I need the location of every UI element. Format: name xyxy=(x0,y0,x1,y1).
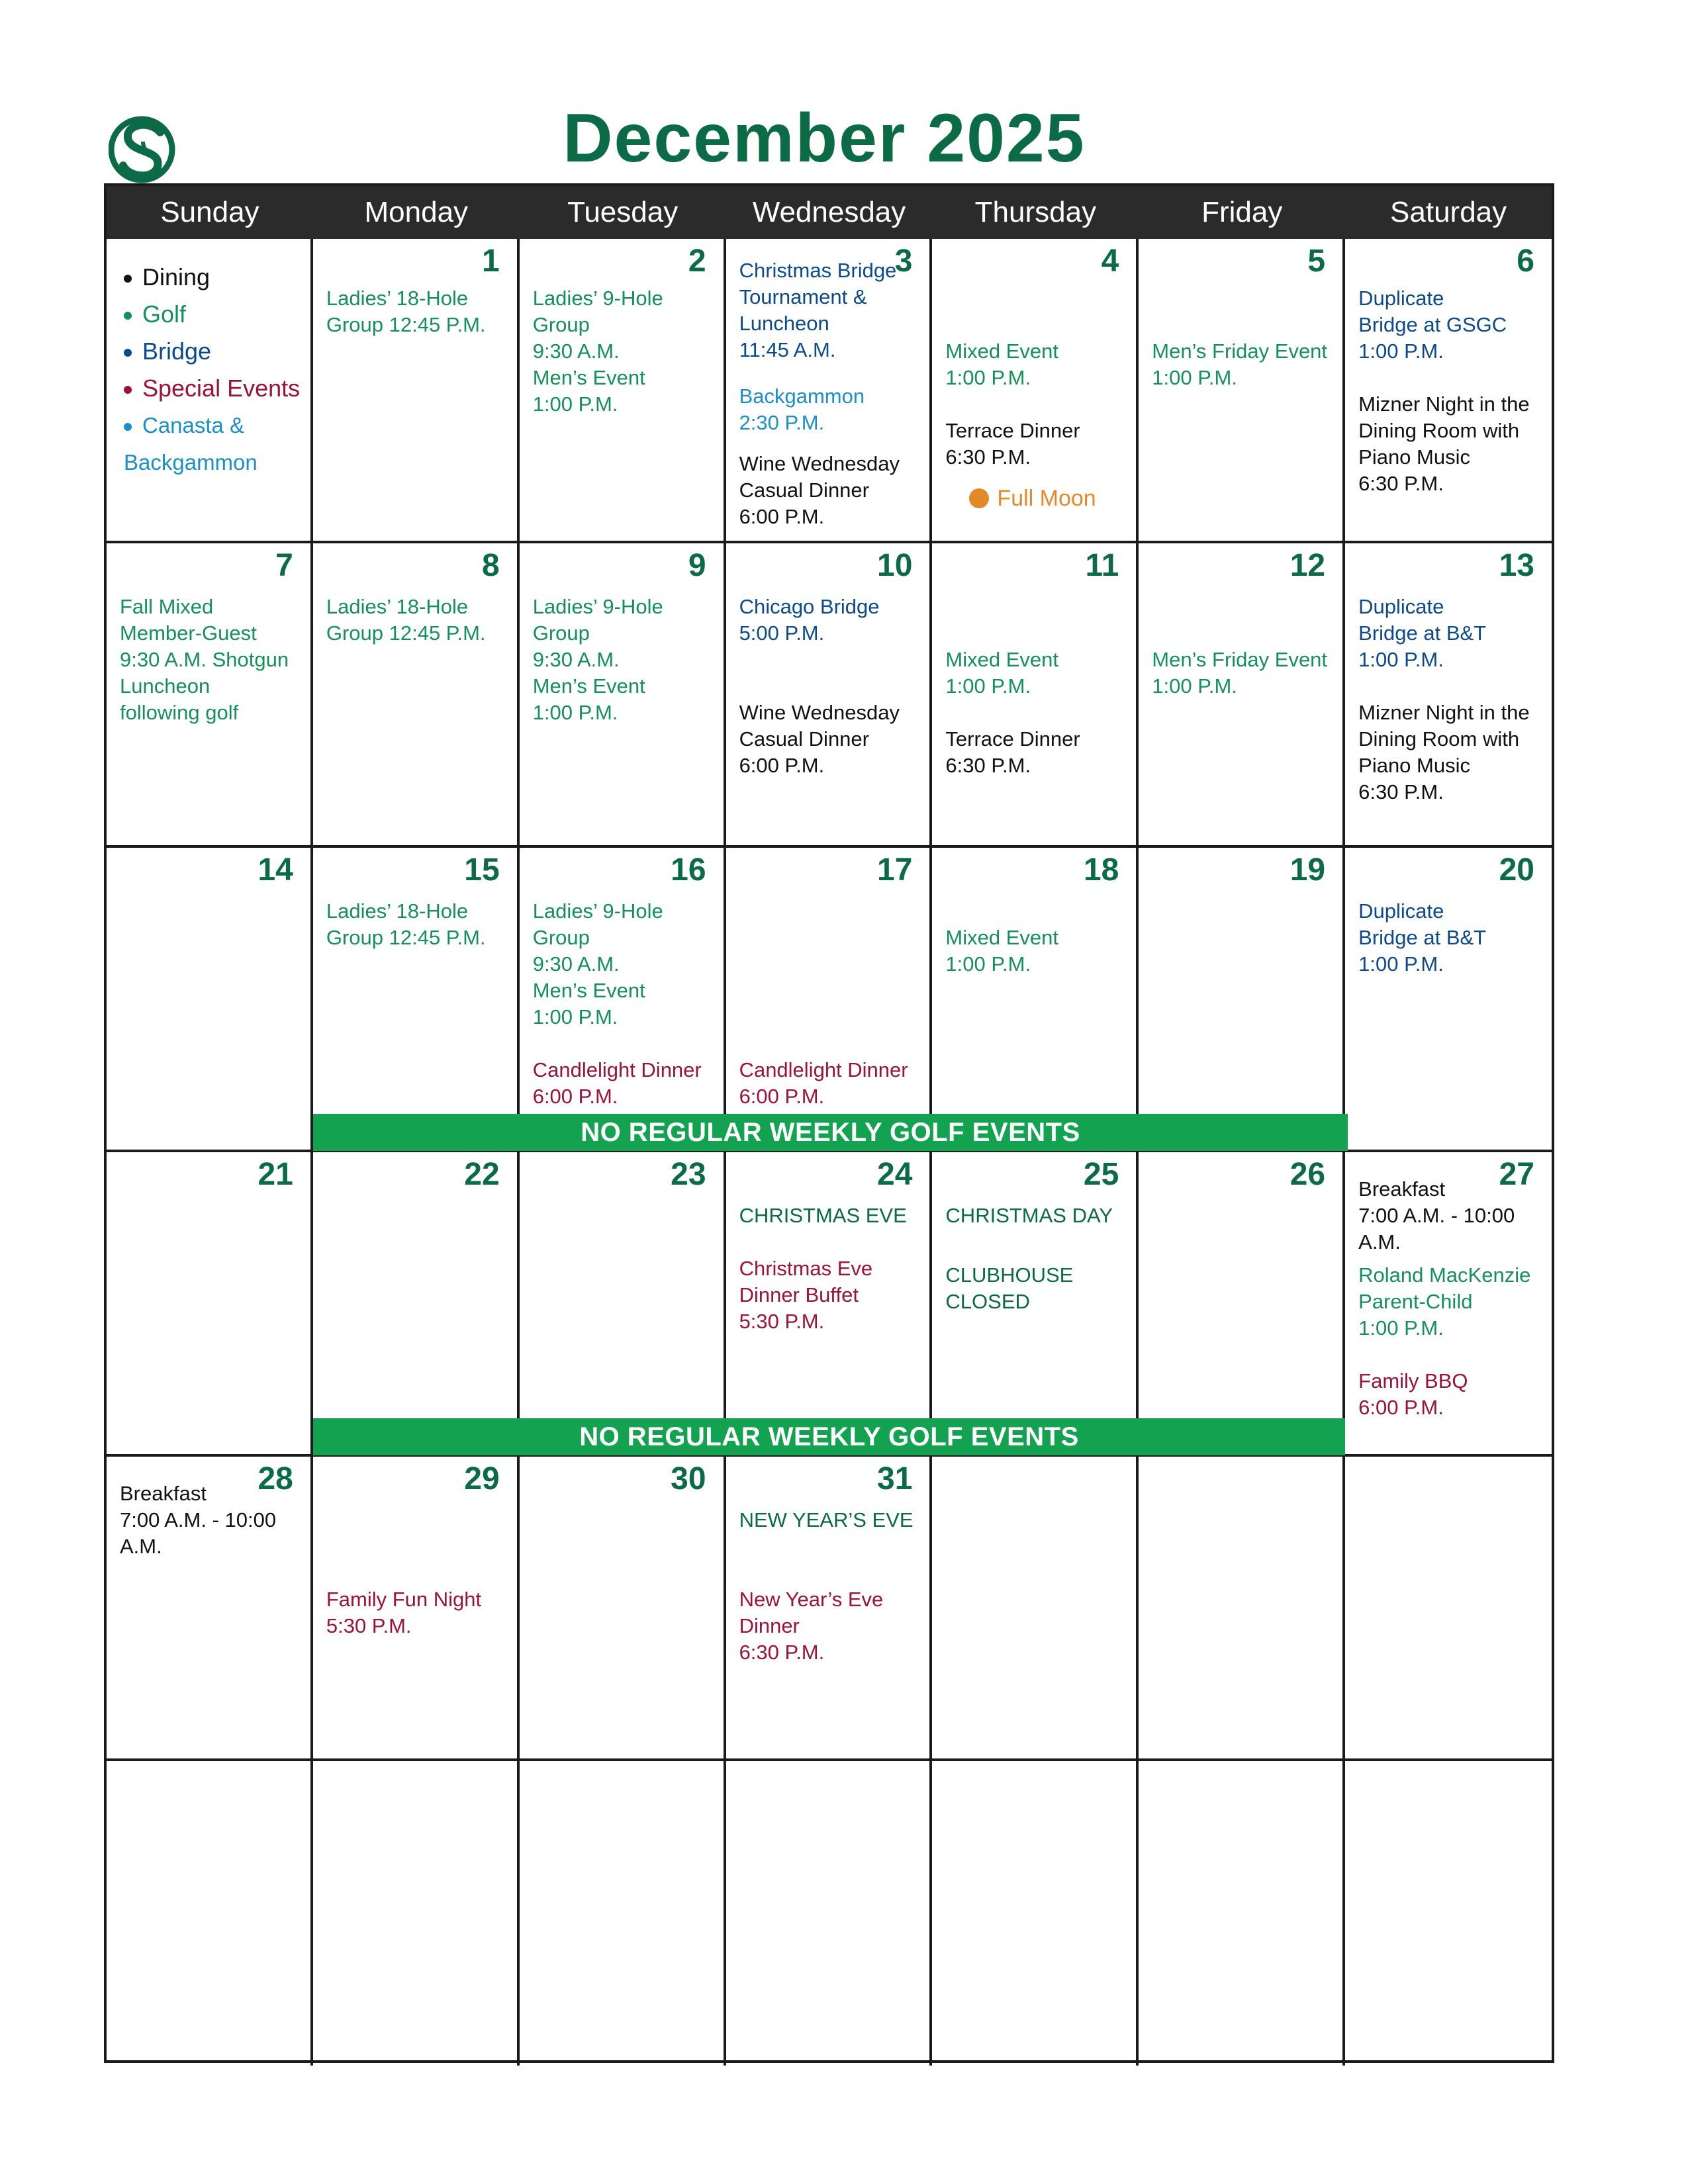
event-dark: CHRISTMAS DAY xyxy=(945,1204,1113,1227)
day-number: 14 xyxy=(258,852,293,887)
event-golf: Mixed Event 1:00 P.M. xyxy=(945,926,1058,976)
legend-item-golf xyxy=(124,296,300,333)
full-moon-label: Full Moon xyxy=(997,486,1096,511)
weekday-saturday: Saturday xyxy=(1390,196,1507,228)
day-number: 9 xyxy=(688,548,706,583)
day-number: 5 xyxy=(1307,244,1326,279)
legend-label: Golf xyxy=(142,300,187,328)
event-dining: Mizner Night in the Dining Room with Piano Music 6:30 P.M. xyxy=(1358,701,1530,803)
day-cell xyxy=(1345,1152,1552,1457)
day-number: 15 xyxy=(464,852,500,887)
legend-item-canasta xyxy=(124,407,300,481)
day-cell xyxy=(932,1152,1139,1457)
event-bridge: Duplicate Bridge at B&T 1:00 P.M. xyxy=(1358,899,1487,976)
weekday-monday: Monday xyxy=(364,196,469,228)
event-dining: Breakfast 7:00 A.M. - 10:00 A.M. xyxy=(1358,1177,1515,1253)
event-dark: NEW YEAR’S EVE xyxy=(739,1508,914,1531)
day-number: 27 xyxy=(1499,1157,1534,1192)
day-number: 23 xyxy=(671,1157,706,1192)
event-golf: Ladies’ 18-Hole Group 12:45 P.M. xyxy=(326,287,486,336)
event-special: Candlelight Dinner 6:00 P.M. xyxy=(739,1058,908,1108)
event-golf: Ladies’ 18-Hole Group 12:45 P.M. xyxy=(326,595,486,645)
day-number: 3 xyxy=(894,244,913,279)
legend-label: Canasta & Backgammon xyxy=(124,413,258,475)
legend-item-dining xyxy=(124,259,300,296)
event-bridge: Duplicate Bridge at GSGC 1:00 P.M. xyxy=(1358,287,1507,363)
day-number: 8 xyxy=(481,548,500,583)
day-cell xyxy=(1139,848,1345,1152)
day-cell xyxy=(107,1152,313,1457)
day-number: 7 xyxy=(275,548,293,583)
day-cell xyxy=(520,848,726,1152)
event-golf: Men’s Event 1:00 P.M. xyxy=(532,366,645,416)
event-bridge: Christmas Bridge Tournament & Luncheon 11:45 A.M. xyxy=(739,259,897,361)
weekday-friday: Friday xyxy=(1201,196,1283,228)
event-special: Christmas Eve Dinner Buffet 5:30 P.M. xyxy=(739,1257,873,1333)
day-number: 24 xyxy=(877,1157,913,1192)
day-number: 12 xyxy=(1289,548,1326,583)
event-dining: Breakfast 7:00 A.M. - 10:00 A.M. xyxy=(120,1482,277,1558)
legend-label: Dining xyxy=(142,263,211,291)
event-dark: CLUBHOUSE CLOSED xyxy=(945,1263,1074,1313)
day-cell xyxy=(726,239,933,543)
bullet-icon xyxy=(124,275,132,283)
day-number: 30 xyxy=(671,1461,706,1496)
calendar-grid xyxy=(104,183,1554,2063)
day-cell xyxy=(1345,543,1552,848)
day-cell xyxy=(932,543,1139,848)
event-special: New Year’s Eve Dinner 6:30 P.M. xyxy=(739,1588,884,1664)
day-cell xyxy=(107,239,313,543)
bullet-icon xyxy=(124,312,132,320)
day-cell xyxy=(932,848,1139,1152)
day-cell xyxy=(107,1457,313,1761)
day-number: 29 xyxy=(464,1461,500,1496)
day-cell xyxy=(1139,1761,1345,2066)
event-special: Family Fun Night 5:30 P.M. xyxy=(326,1588,482,1637)
day-cell xyxy=(1139,1152,1345,1457)
day-number: 31 xyxy=(877,1461,913,1496)
day-number: 19 xyxy=(1289,852,1326,887)
day-cell xyxy=(107,543,313,848)
day-number: 13 xyxy=(1499,548,1534,583)
bullet-icon xyxy=(124,386,132,394)
day-number: 11 xyxy=(1085,548,1119,583)
day-number: 26 xyxy=(1289,1157,1326,1192)
day-cell xyxy=(1139,1457,1345,1761)
day-cell xyxy=(1139,543,1345,848)
day-cell xyxy=(520,1457,726,1761)
event-golf: Ladies’ 18-Hole Group 12:45 P.M. xyxy=(326,899,486,949)
day-number: 2 xyxy=(688,244,706,279)
day-cell xyxy=(520,1152,726,1457)
weekday-header-row xyxy=(107,186,1552,239)
event-golf: Ladies’ 9-Hole Group 9:30 A.M. xyxy=(532,595,663,671)
page-title: December 2025 xyxy=(563,100,1086,177)
day-cell xyxy=(932,1457,1139,1761)
day-cell xyxy=(520,239,726,543)
day-cell xyxy=(726,543,933,848)
legend-label: Bridge xyxy=(142,338,212,365)
event-golf: Mixed Event 1:00 P.M. xyxy=(945,648,1058,698)
legend xyxy=(124,259,300,481)
day-number: 10 xyxy=(877,548,913,583)
event-golf: Men’s Friday Event 1:00 P.M. xyxy=(1152,340,1328,389)
legend-item-special xyxy=(124,370,300,407)
club-logo xyxy=(109,113,183,187)
day-cell xyxy=(520,1761,726,2066)
event-golf: Mixed Event 1:00 P.M. xyxy=(945,340,1058,389)
day-number: 22 xyxy=(464,1157,500,1192)
day-cell xyxy=(726,1152,933,1457)
day-cell xyxy=(1139,239,1345,543)
day-number: 4 xyxy=(1101,244,1119,279)
event-golf: Ladies’ 9-Hole Group 9:30 A.M. xyxy=(532,899,663,976)
event-golf: Roland MacKenzie Parent-Child 1:00 P.M. xyxy=(1358,1263,1531,1340)
event-dining: Terrace Dinner 6:30 P.M. xyxy=(945,727,1080,777)
event-special: Candlelight Dinner 6:00 P.M. xyxy=(532,1058,702,1108)
event-dark: CHRISTMAS EVE xyxy=(739,1204,907,1227)
day-number: 1 xyxy=(481,244,500,279)
event-canasta: Backgammon 2:30 P.M. xyxy=(739,385,865,434)
event-dining: Wine Wednesday Casual Dinner 6:00 P.M. xyxy=(739,701,900,777)
weekday-wednesday: Wednesday xyxy=(752,196,906,228)
bullet-icon xyxy=(124,349,132,357)
day-cell xyxy=(1345,239,1552,543)
weekday-thursday: Thursday xyxy=(974,196,1097,228)
event-golf: Men’s Event 1:00 P.M. xyxy=(532,979,645,1028)
day-cell xyxy=(313,1761,520,2066)
day-cell xyxy=(1345,1761,1552,2066)
event-special: Family BBQ 6:00 P.M. xyxy=(1358,1369,1468,1419)
event-dining: Wine Wednesday Casual Dinner 6:00 P.M. xyxy=(739,452,900,528)
day-number: 28 xyxy=(258,1461,293,1496)
full-moon-icon xyxy=(969,488,989,508)
day-cell xyxy=(1345,848,1552,1152)
day-number: 16 xyxy=(671,852,706,887)
day-number: 20 xyxy=(1499,852,1534,887)
event-golf: Ladies’ 9-Hole Group 9:30 A.M. xyxy=(532,287,663,363)
day-cell xyxy=(520,543,726,848)
bullet-icon xyxy=(124,423,132,431)
day-number: 18 xyxy=(1083,852,1119,887)
day-cell xyxy=(932,239,1139,543)
event-golf: Men’s Friday Event 1:00 P.M. xyxy=(1152,648,1328,698)
day-cell xyxy=(313,1457,520,1761)
full-moon-note xyxy=(969,485,1131,512)
day-number: 17 xyxy=(877,852,913,887)
day-cell xyxy=(313,1152,520,1457)
legend-label: Special Events xyxy=(142,375,301,402)
day-cell xyxy=(726,1761,933,2066)
day-cell xyxy=(107,1761,313,2066)
day-cell xyxy=(313,543,520,848)
day-cell xyxy=(1345,1457,1552,1761)
day-number: 21 xyxy=(258,1157,293,1192)
event-bridge: Duplicate Bridge at B&T 1:00 P.M. xyxy=(1358,595,1487,671)
event-golf: Men’s Event 1:00 P.M. xyxy=(532,674,645,724)
day-cell xyxy=(726,848,933,1152)
no-golf-banner: NO REGULAR WEEKLY GOLF EVENTS xyxy=(313,1418,1345,1455)
day-cell xyxy=(932,1761,1139,2066)
day-cell xyxy=(313,848,520,1152)
weekday-sunday: Sunday xyxy=(160,196,259,228)
event-golf: Fall Mixed Member-Guest 9:30 A.M. Shotgun Luncheon following golf xyxy=(120,595,289,724)
day-cell xyxy=(726,1457,933,1761)
event-dining: Terrace Dinner 6:30 P.M. xyxy=(945,419,1080,469)
day-cell xyxy=(313,239,520,543)
legend-item-bridge xyxy=(124,333,300,370)
event-dining: Mizner Night in the Dining Room with Piano Music 6:30 P.M. xyxy=(1358,392,1530,495)
event-bridge: Chicago Bridge 5:00 P.M. xyxy=(739,595,880,645)
day-number: 6 xyxy=(1517,244,1534,279)
day-cell xyxy=(107,848,313,1152)
no-golf-banner: NO REGULAR WEEKLY GOLF EVENTS xyxy=(313,1114,1348,1151)
day-number: 25 xyxy=(1083,1157,1119,1192)
weekday-tuesday: Tuesday xyxy=(567,196,679,228)
